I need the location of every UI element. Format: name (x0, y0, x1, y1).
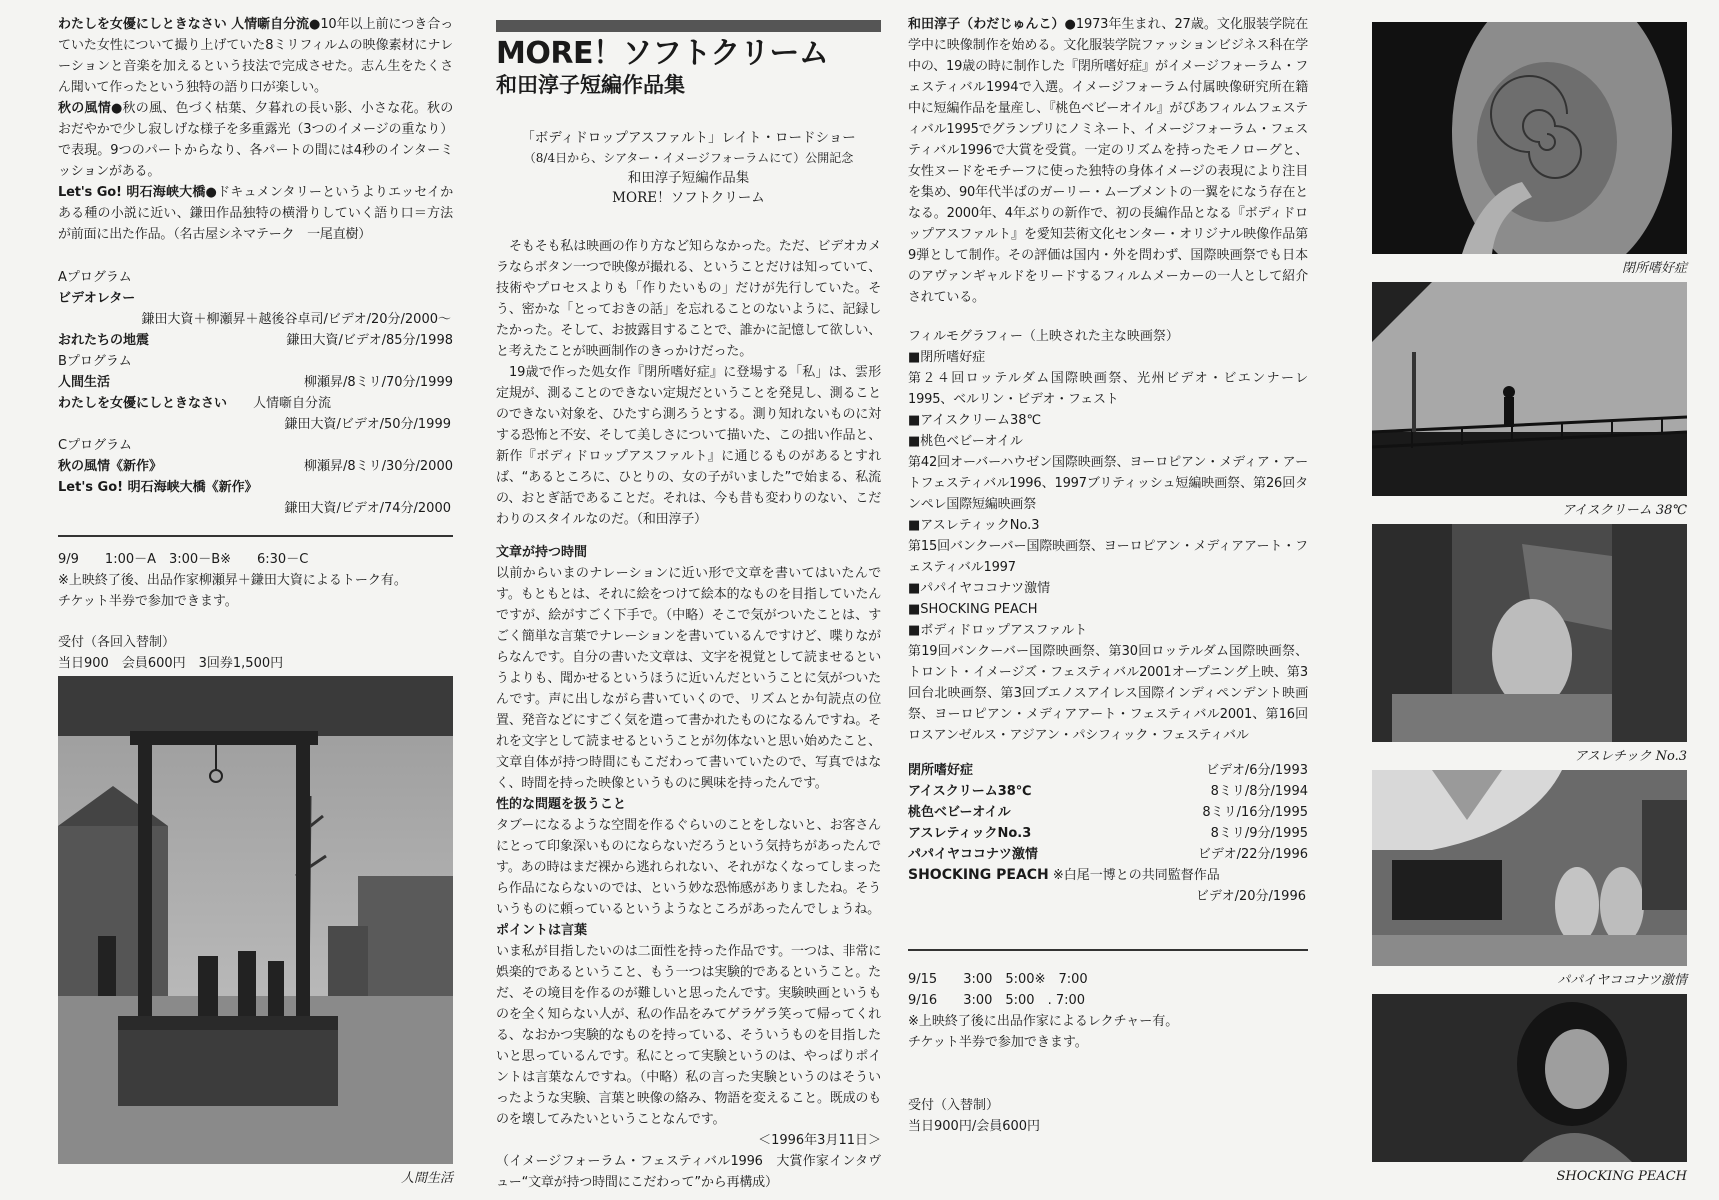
intro-title-1: わたしを女優にしときなさい 人情噺自分流● (58, 17, 321, 32)
umbrella-feet-still-icon (1372, 770, 1687, 966)
divider-3 (908, 949, 1308, 951)
schedule: 9/9 1:00－A 3:00－B※ 6:30－C (58, 552, 309, 567)
caption-still-2: アイスクリーム 38℃ (1562, 503, 1687, 518)
program-b-film-2 (58, 393, 453, 414)
film-row-1 (908, 760, 1308, 781)
film-row-6 (908, 865, 1308, 886)
filmography-3-title: ■桃色ベビーオイル (908, 434, 1023, 449)
film-6-title: SHOCKING PEACH (908, 867, 1049, 883)
program-c-film-1-credit: 柳瀬昇/8ミリ/30分/2000 (303, 459, 453, 474)
divider (58, 535, 453, 537)
spiral-nude-still-icon (1372, 22, 1687, 254)
program-c-label: Cプログラム (58, 438, 132, 453)
filmography-4-fest: 第15回バンクーバー国際映画祭、ヨーロピアン・メディアアート・フェスティバル1997 (908, 539, 1308, 575)
ticket-note: チケット半券で参加できます。 (58, 594, 238, 609)
talk-note: ※上映終了後、出品作家柳瀬昇＋鎌田大資によるトーク有。 (58, 573, 407, 588)
essay-paragraph-1: そもそも私は映画の作り方など知らなかった。ただ、ビデオカメラならボタン一つで映像が撮れる、ということだけは知っていて、技術やプロセスよりも「作りたいもの」だけが先行していた。そう、密かな「とっておきの話」を忘れることのないように、記録したかった。そして、お披露目することで、誰かに記憶して欲しい、と考えたことが映画制作のきっかけだった。 (496, 239, 881, 359)
column-3 (908, 14, 1308, 1137)
program-c-film-2-credit: 鎌田大資/ビデオ/74分/2000 (284, 501, 451, 516)
intro-paragraph-1 (58, 14, 453, 98)
still-shocking-peach (1372, 994, 1687, 1162)
film-row-5 (908, 844, 1308, 865)
interview-text-2: タブーになるような空間を作るぐらいのことをしないと、お客さんにとって印象深いものにならないだろうという気持ちがあったんです。あの時はまだ裸から逃れられない、それがなくなってしまったら作品にならないのでは、という妙な恐怖感がありましたね。そういうものに頼っているというようなところがあったんでしょうね。 (496, 818, 881, 917)
intro-text-3: ドキュメンタリーというよりエッセイかある種の小説に近い、鎌田作品独特の横滑りしていく語り口＝方法が前面に出た作品。（名古屋シネマテーク 一尾直樹） (58, 185, 453, 242)
film-2-credit: 8ミリ/8分/1994 (1210, 784, 1308, 799)
caption-still-1: 閉所嗜好症 (1621, 261, 1687, 276)
still-heisho-shikosho (1372, 22, 1687, 254)
program-a-film-2 (58, 330, 453, 351)
bio-text: 1973年生まれ、27歳。文化服装学院在学中に映像制作を始める。文化服装学院ファッションビジネス科在学中の、19歳の時に制作した『閉所嗜好症』がイメージフォーラム・フェスティバル1994で入選。イメージフォーラム付属映像研究所在籍中に短編作品を量産し、『桃色ベビーオイル』がぴあフィルムフェスティバル1995でグランプリにノミネート、イメージフォーラム・フェスティバル1996で大賞を受賞。一定のリズムを持ったモノローグと、女性ヌードをモチーフに使った独特の身体イメージの表現により注目を集め、90年代半ばのガーリー・ムーブメントの一翼をになう存在となる。2000年、4年ぶりの新作で、初の長編作品となる『ボディドロップアスファルト』を愛知芸術文化センター・オリジナル映像作品第9弾として制作。その評価は国内・外を問わず、国際映画祭でも日本のアヴァンギャルドをリードするフィルムメーカーの一人として紹介されている。 (908, 17, 1308, 305)
filmography-1-fest: 第２４回ロッテルダム国際映画祭、光州ビデオ・ビエンナーレ1995、ベルリン・ビデオ・フェスト (908, 371, 1308, 407)
intro-text-1: 10年以上前につき合っていた女性について撮り上げていた8ミリフィルムの映像素材にナレーションと音楽を加えるという技法で完成させた。志ん生をたくさん聞いて作ったという独特の語り口が楽しい。 (58, 17, 453, 95)
program-a-label: Aプログラム (58, 270, 132, 285)
still-papaya (1372, 770, 1687, 966)
schedule-1: 9/15 3:00 5:00※ 7:00 (908, 972, 1088, 987)
film-4-credit: 8ミリ/9分/1995 (1210, 826, 1308, 841)
interview-source: （イメージフォーラム・フェスティバル1996 大賞作家インタヴュー“文章が持つ時間にこだわって”から再構成） (496, 1154, 881, 1190)
film-6-credit: ビデオ/20分/1996 (1195, 889, 1306, 904)
filmography-label: フィルモグラフィー（上映された主な映画祭） (908, 329, 1179, 344)
still-ice-cream (1372, 282, 1687, 496)
intro-text-2: 秋の風、色づく枯葉、夕暮れの長い影、小さな花。秋のおだやかで少し寂しげな様子を多重露光（3つのイメージの重なり）で表現。9つのパートからなり、各パートの間には4秒のインターミッションがある。 (58, 101, 453, 179)
bio-name: 和田淳子（わだじゅんこ）● (908, 17, 1076, 32)
caption-still-4: パパイヤココナツ激情 (1557, 973, 1687, 988)
main-title: MORE！ソフトクリーム (496, 36, 829, 71)
intro-paragraph-2 (58, 98, 453, 182)
filmography-7-title: ■ボディドロップアスファルト (908, 623, 1088, 638)
photo-ningen-seikatsu (58, 676, 453, 1164)
film-1-title: 閉所嗜好症 (908, 763, 974, 778)
bio-paragraph (908, 14, 1308, 308)
reception-label-3: 受付（入替制） (908, 1098, 1000, 1113)
main-subtitle: 和田淳子短編作品集 (496, 73, 685, 97)
filmography-3-fest: 第42回オーバーハウゼン国際映画祭、ヨーロピアン・メディア・アートフェスティバル1996、1997ブリティッシュ短編映画祭、第26回タンペレ国際短編映画祭 (908, 455, 1308, 512)
program-b-film-2-subtitle: 人情噺自分流 (253, 396, 332, 411)
column-4-stills (1372, 22, 1687, 1186)
still-athletic (1372, 524, 1687, 742)
photo-caption-ningen-seikatsu: 人間生活 (400, 1171, 453, 1186)
film-3-credit: 8ミリ/16分/1995 (1202, 805, 1308, 820)
gallows-photo-icon (58, 676, 453, 1164)
program-b-film-2-credit: 鎌田大資/ビデオ/50分/1999 (284, 417, 451, 432)
ticket-note-3: チケット半券で参加できます。 (908, 1035, 1088, 1050)
filmography-7-fest: 第19回バンクーバー国際映画祭、第30回ロッテルダム国際映画祭、トロント・イメージズ・フェスティバル2001オープニング上映、第3回台北映画祭、第3回ブエノスアイレス国際インディペンデント映画祭、ヨーロピアン・メディアアート・フェスティバル2001、第16回ロスアンゼルス・アジアン・パシフィック・フェスティバル (908, 644, 1308, 743)
film-6-note: ※白尾一博との共同監督作品 (1052, 868, 1220, 883)
interview-heading-1: 文章が持つ時間 (496, 545, 588, 560)
program-a-film-2-title: おれたちの地震 (58, 333, 150, 348)
filmography-1-title: ■閉所嗜好症 (908, 350, 986, 365)
program-c-film-1-title: 秋の風情《新作》 (58, 459, 163, 474)
film-row-2 (908, 781, 1308, 802)
schedule-2: 9/16 3:00 5:00 . 7:00 (908, 993, 1086, 1008)
filmography-5-title: ■パパイヤココナツ激情 (908, 581, 1051, 596)
reception-prices: 当日900 会員600円 3回券1,500円 (58, 656, 284, 671)
program-c-film-1 (58, 456, 453, 477)
portrait-still-icon (1372, 994, 1687, 1162)
program-a-film-2-credit: 鎌田大資/ビデオ/85分/1998 (286, 333, 453, 348)
caption-still-5: SHOCKING PEACH (1556, 1169, 1687, 1184)
announce-line-3: 和田淳子短編作品集 (627, 170, 750, 186)
column-2 (496, 20, 881, 1193)
filmography-2-title: ■アイスクリーム38℃ (908, 413, 1042, 428)
program-a-film-1-title: ビデオレター (58, 291, 136, 306)
program-b-film-1-title: 人間生活 (58, 375, 111, 390)
program-b-film-1 (58, 372, 453, 393)
interview-heading-3: ポイントは言葉 (496, 923, 588, 938)
program-b-film-1-credit: 柳瀬昇/8ミリ/70分/1999 (303, 375, 453, 390)
lecture-note: ※上映終了後に出品作家によるレクチャー有。 (908, 1014, 1179, 1029)
film-3-title: 桃色ベビーオイル (908, 805, 1011, 820)
reception-label: 受付（各回入替制） (58, 635, 176, 650)
essay-paragraph-2: 19歳で作った処女作『閉所嗜好症』に登場する「私」は、雲形定規が、測ることのできない定規だということを発見し、測ることのできない対象を、ひたすら測ろうとする。測り知れないものに対する恐怖と不安、そして美しさについて描いた、この拙い作品と、新作『ボディドロップアスファルト』に通じるものがあるとすれば、“あるところに、ひとりの、女の子がいました”で始まる、私流の、おとぎ話であることだ。それは、今も昔も変わりのない、こだわりのスタイルなのだ。（和田淳子） (496, 365, 881, 527)
interview-text-1: 以前からいまのナレーションに近い形で文章を書いてはいたんです。もともとは、それに絵をつけて絵本的なものを目指していたんですが、絵がすごく下手で。（中略）そこで気がついたことは、すごく簡単な言葉でナレーションを書いているんですけど、喋りながらなんです。自分の書いた文章は、文字を視覚として読ませるというよりも、聞かせるというほうに近いんだということに気がついたんです。声に出しながら書いていくので、リズムとか句読点の位置、発音などにすごく気を遣って書かれたものになるんですね。それを文字として読ませるということが勿体ないと思い始めたこと、文章自体が持つ時間にもこだわって書いていたので、写真ではなく、時間を持った映像というものに興味を持ったんです。 (496, 566, 881, 791)
announce-line-4: MORE！ソフトクリーム (612, 190, 765, 206)
interview-text-3: いま私が目指したいのは二面性を持った作品です。一つは、非常に娯楽的であるということ、もう一つは実験的であるということ。ただ、その境目を作るのが難しいと思ったんです。実験映画というものを全く知らない人が、私の作品をみてゲラゲラ笑って帰ってくれる、なおかつ実験的なものを持っている、そういうものを目指したいと思っているんです。私にとって実験というのは、やっぱりポイントは言葉なんですね。（中略）私の言った実験というのはそういったような実験、言葉と映像の絡み、物語を変えること。既成のものを壊してみたいということなんです。 (496, 944, 881, 1127)
film-4-title: アスレティックNo.3 (908, 826, 1032, 841)
header-bar (496, 20, 881, 32)
reception-prices-3: 当日900円/会員600円 (908, 1119, 1041, 1134)
program-c-film-2-title: Let's Go! 明石海峡大橋《新作》 (58, 480, 258, 495)
announce-line-1: 「ボディドロップアスファルト」レイト・ロードショー (521, 130, 856, 146)
room-figure-still-icon (1372, 524, 1687, 742)
film-1-credit: ビデオ/6分/1993 (1206, 763, 1308, 778)
program-b-label: Bプログラム (58, 354, 132, 369)
interview-date: ＜1996年3月11日＞ (758, 1133, 881, 1148)
program-b-film-2-title: わたしを女優にしときなさい (58, 396, 228, 411)
intro-paragraph-3 (58, 182, 453, 245)
filmography-4-title: ■アスレティックNo.3 (908, 518, 1040, 533)
film-2-title: アイスクリーム38℃ (908, 784, 1032, 799)
program-a-film-1-credit: 鎌田大資＋柳瀬昇＋越後谷卓司/ビデオ/20分/2000～ (141, 312, 451, 327)
column-1 (58, 14, 453, 1188)
caption-still-3: アスレチック No.3 (1574, 749, 1687, 764)
interview-heading-2: 性的な問題を扱うこと (496, 797, 627, 812)
bridge-silhouette-still-icon (1372, 282, 1687, 496)
film-5-title: パパイヤココナツ激情 (908, 847, 1038, 862)
intro-title-2: 秋の風情● (58, 101, 123, 116)
film-row-3 (908, 802, 1308, 823)
film-5-credit: ビデオ/22分/1996 (1197, 847, 1308, 862)
intro-title-3: Let's Go! 明石海峡大橋● (58, 185, 218, 200)
announce-line-2: （8/4日から、シアター・イメージフォーラムにて）公開記念 (523, 151, 854, 165)
film-row-4 (908, 823, 1308, 844)
filmography-6-title: ■SHOCKING PEACH (908, 602, 1038, 617)
